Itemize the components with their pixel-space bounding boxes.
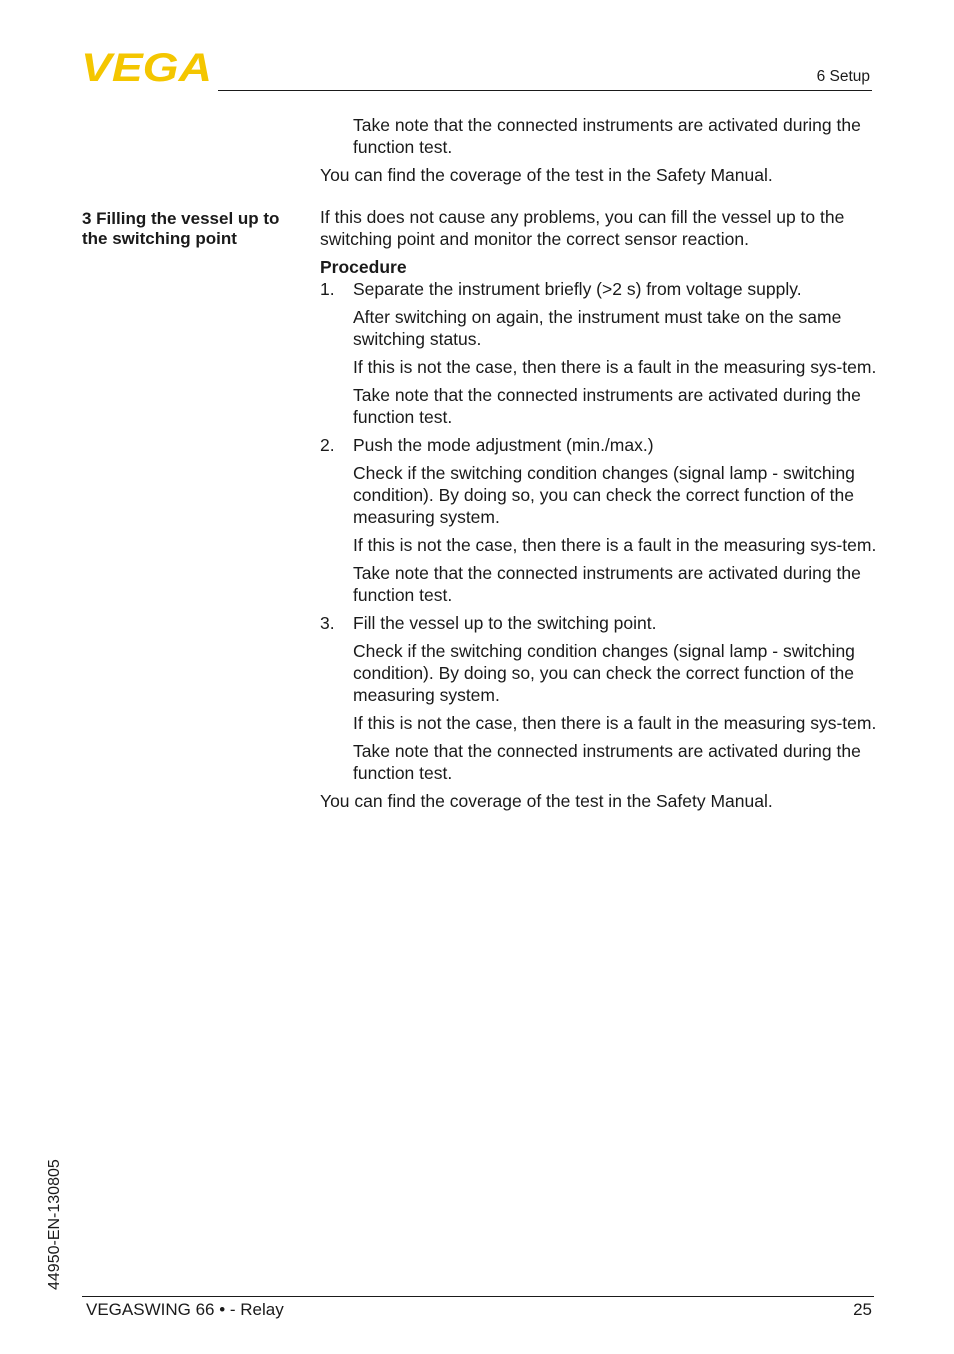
step-note: Check if the switching condition changes (signal lamp - switching condition). By doing so, you can check the correct function of the measuring system. xyxy=(353,641,855,705)
closing-coverage: You can find the coverage of the test in the Safety Manual. xyxy=(320,791,773,811)
step-note: Take note that the connected instruments are activated during the function test. xyxy=(353,385,861,427)
step-note: If this is not the case, then there is a fault in the measuring sys-tem. xyxy=(353,357,877,377)
sidebar-heading-line1: 3 Filling the vessel up to xyxy=(82,209,280,228)
section-label: 6 Setup xyxy=(816,68,870,85)
sidebar-heading-line2: the switching point xyxy=(82,229,237,248)
vega-logo-graphic xyxy=(81,50,212,84)
vega-logo xyxy=(81,50,212,84)
procedure-step xyxy=(320,612,880,634)
step-note: If this is not the case, then there is a fault in the measuring sys-tem. xyxy=(353,535,877,555)
sidebar-heading xyxy=(82,209,307,249)
header-rule xyxy=(218,90,872,91)
step-note: After switching on again, the instrument must take on the same switching status. xyxy=(353,307,842,349)
logo-lettering: VEGA xyxy=(81,50,212,84)
step-text: Separate the instrument briefly (>2 s) from voltage supply. xyxy=(353,279,802,299)
procedure-step xyxy=(320,434,880,456)
lead-paragraph: If this does not cause any problems, you can fill the vessel up to the switching point and monitor the correct sensor reaction. xyxy=(320,207,845,249)
step-number: 1. xyxy=(320,279,335,299)
procedure-title: Procedure xyxy=(320,257,407,277)
intro-note: Take note that the connected instruments are activated during the function test. xyxy=(353,115,861,157)
step-note: Check if the switching condition changes (signal lamp - switching condition). By doing so, you can check the correct function of the measuring system. xyxy=(353,463,855,527)
main-content xyxy=(320,114,880,818)
step-number: 3. xyxy=(320,613,335,633)
page-number: 25 xyxy=(853,1300,872,1319)
document-id: 44950-EN-130805 xyxy=(46,1159,63,1290)
step-note: If this is not the case, then there is a fault in the measuring sys-tem. xyxy=(353,713,877,733)
intro-coverage: You can find the coverage of the test in the Safety Manual. xyxy=(320,165,773,185)
step-text: Fill the vessel up to the switching point. xyxy=(353,613,657,633)
footer-rule xyxy=(82,1296,874,1297)
step-text: Push the mode adjustment (min./max.) xyxy=(353,435,654,455)
step-number: 2. xyxy=(320,435,335,455)
step-note: Take note that the connected instruments are activated during the function test. xyxy=(353,563,861,605)
procedure-step xyxy=(320,278,880,300)
step-note: Take note that the connected instruments are activated during the function test. xyxy=(353,741,861,783)
footer-product: VEGASWING 66 • - Relay xyxy=(86,1300,284,1319)
